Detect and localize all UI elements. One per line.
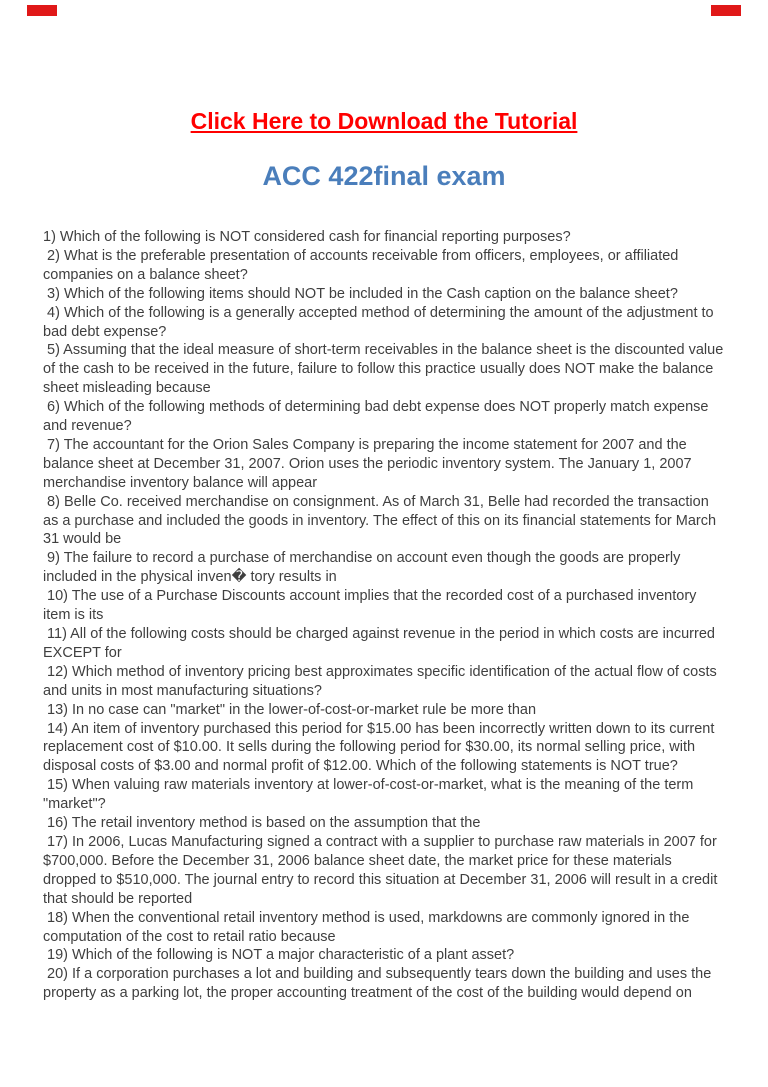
question-17: 17) In 2006, Lucas Manufacturing signed a contract with a supplier to purchase raw materials in 2007 for $700,000. Before the December 31, 2006 balance sheet date, the market price for these materials dropped to $510,000. The journal entry to record this situation at December 31, 2006 will result in a credit that should be reported [43, 833, 722, 907]
question-12: 12) Which method of inventory pricing best approximates specific identification of the actual flow of costs and units in most manufacturing situations? [43, 663, 721, 699]
question-18: 18) When the conventional retail inventory method is used, markdowns are commonly ignored in the computation of the cost to retail ratio because [43, 909, 694, 945]
question-7: 7) The accountant for the Orion Sales Company is preparing the income statement for 2007 and the balance sheet at December 31, 2007. Orion uses the periodic inventory system. The January 1, 2007 merchandise inventory balance will appear [43, 436, 696, 491]
question-20: 20) If a corporation purchases a lot and building and subsequently tears down the building and uses the property as a parking lot, the proper accounting treatment of the cost of the building would depend on [43, 966, 716, 1002]
question-15: 15) When valuing raw materials inventory at lower-of-cost-or-market, what is the meaning of the term "market"? [43, 777, 698, 813]
question-4: 4) Which of the following is a generally accepted method of determining the amount of the adjustment to bad debt expense? [43, 304, 718, 340]
question-16: 16) The retail inventory method is based on the assumption that the [43, 815, 481, 832]
question-1: 1) Which of the following is NOT considered cash for financial reporting purposes? [43, 228, 571, 245]
question-11: 11) All of the following costs should be charged against revenue in the period in which costs are incurred EXCEPT for [43, 626, 719, 661]
question-6: 6) Which of the following methods of determining bad debt expense does NOT properly match expense and revenue? [43, 399, 713, 435]
question-5: 5) Assuming that the ideal measure of short-term receivables in the balance sheet is the discounted value of the cash to be received in the future, failure to follow this practice usually does NOT make the balance sheet misleading because [43, 342, 728, 397]
question-2: 2) What is the preferable presentation of accounts receivable from officers, employees, or affiliated companies on a balance sheet? [43, 247, 683, 283]
corner-mark-right [711, 5, 741, 16]
page-title: ACC 422final exam [262, 160, 506, 191]
download-tutorial-link[interactable]: Click Here to Download the Tutorial [190, 108, 578, 134]
question-10: 10) The use of a Purchase Discounts account implies that the recorded cost of a purchased inventory item is its [43, 588, 701, 624]
question-14: 14) An item of inventory purchased this period for $15.00 has been incorrectly written down to its current replacement cost of $10.00. It sells during the following period for $30.00, its normal selling price, with disposal costs of $3.00 and normal profit of $12.00. Which of the following statements is NOT true? [43, 720, 719, 775]
question-list [43, 228, 727, 1003]
corner-mark-left [27, 5, 57, 16]
question-19: 19) Which of the following is NOT a major characteristic of a plant asset? [43, 947, 515, 964]
question-9: 9) The failure to record a purchase of merchandise on account even though the goods are properly included in the physical inven� tory results in [43, 550, 685, 586]
question-13: 13) In no case can "market" in the lower-of-cost-or-market rule be more than [43, 701, 537, 718]
document-header [0, 0, 768, 192]
question-8: 8) Belle Co. received merchandise on consignment. As of March 31, Belle had recorded the transaction as a purchase and included the goods in inventory. The effect of this on its financial statements for March 31 would be [43, 493, 721, 548]
question-3: 3) Which of the following items should NOT be included in the Cash caption on the balance sheet? [43, 285, 678, 302]
